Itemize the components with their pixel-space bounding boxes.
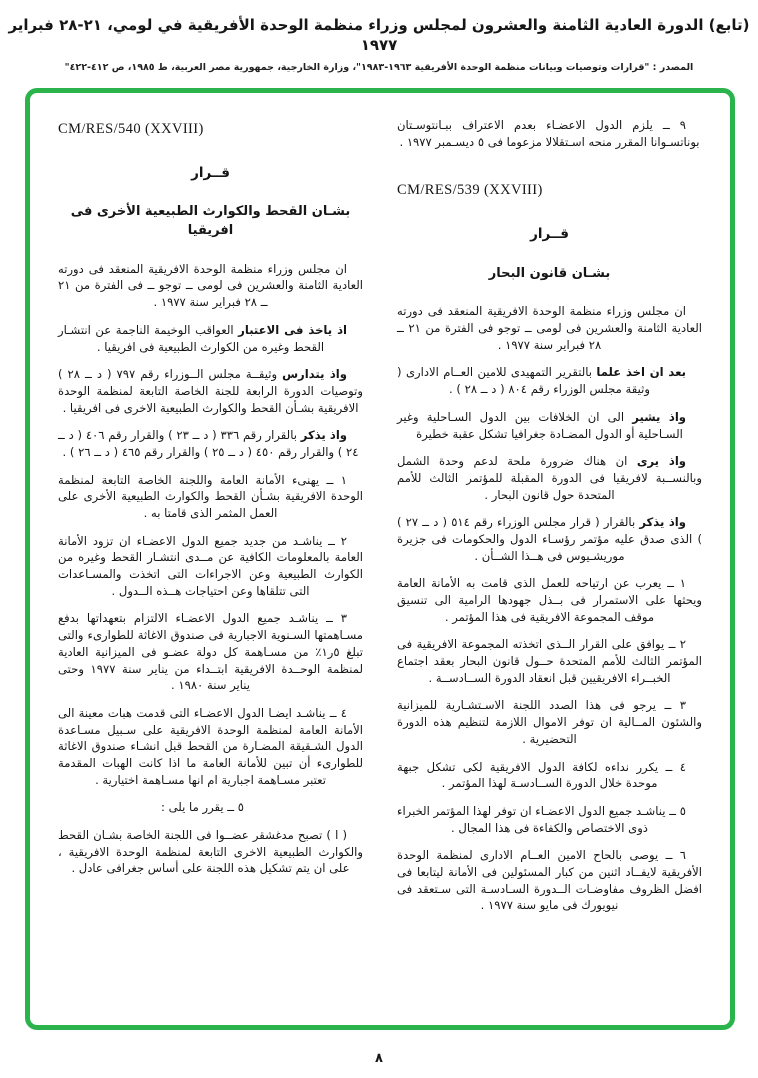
paragraph xyxy=(58,610,363,693)
paragraph-text: ٥ ــ يناشـد جميع الدول الاعضـاء ان توفر لهذا المؤتمر الخبراء ذوى الاختصاص والكفاءة فى هذا المجال . xyxy=(397,803,686,835)
paragraph-text: ٤ ــ يناشـد ايضـا الدول الاعضـاء التى قدمت هبات معينة الى الأمانة العامة لمنظمة الوحدة الافريقية على سـبيل مسـاعدة الدول الشـقيقة المضـارة من القحط قبل انشـاء صندوق الاغاثة للطوارىء أن تبين للأمانة العامة ما اذا كانت الهبات المقدمة تعتبر مسـاهمة اجبارية ام انها مسـاهمة اختيارية . xyxy=(58,705,363,787)
paragraph-text: ٤ ــ يكرر نداءه لكافة الدول الافريقية لكى تشكل جبهة موحدة خلال الدورة الســادسـة لهذا المؤتمر . xyxy=(397,759,686,791)
paragraph-text: ان مجلس وزراء منظمة الوحدة الافريقية المنعقد فى دورته العادية الثامنة والعشرين فى لومى ــ توجو فى الفترة من ٢١ ــ ٢٨ فبراير سنة ١٩٧٧ . xyxy=(397,304,702,352)
paragraph-lead: اذ ياخذ فى الاعتبار xyxy=(238,322,347,337)
paragraph-text: ٢ ــ يناشـد من جديد جميع الدول الاعضـاء ان تزود الأمانة العامة بالمعلومات الكافية عن مــدى انتشـار القحط وغيره من الكوارث الطبيعية وعن الاجراءات التى اتخذت والمسـاعدات التى تتلقاها وعن احتياجات هــذه الــدول . xyxy=(58,533,363,598)
paragraph xyxy=(397,803,702,836)
paragraph-text: ٦ ــ يوصى بالحاح الامين العــام الادارى لمنظمة الوحدة الأفريقية لايفــاد اثنين من كبار المسئولين فى الأمانة ليتابعا فى افضل الظروف مفاوضـات الــدورة السـادسـة التى سـتعقد فى نيويورك فى مايو سنة ١٩٧٧ . xyxy=(397,848,702,913)
header-source-line: المصدر : "قرارات وتوصيات وبيانات منظمة الوحدة الأفريقية ١٩٦٣-١٩٨٣"، وزارة الخارجية، جمهورية مصر العربية، ط ١٩٨٥، ص ٤١٢-٤٢٢" xyxy=(64,62,694,73)
paragraph xyxy=(397,514,702,564)
paragraph-text: العواقب الوخيمة الناجمة عن انتشـار القحط وغيره من الكوارث الطبيعية فى افريقيا . xyxy=(58,322,325,354)
paragraph-text: ١ ــ يعرب عن ارتياحه للعمل الذى قامت به الأمانة العامة ويحثها على الاستمرار فى بــذل جهودها الرامية الى تنسيق موقف المجموعة الافريقية فى هذا المؤتمر . xyxy=(397,576,702,624)
paragraph-text: ان هناك ضرورة ملحة لدعم وحدة الشمل وبالنســبة لافريقيا فى الدورة المقبلة للمؤتمر الثالث للأمم المتحدة حول قانون البحار . xyxy=(397,454,702,502)
paragraph-text: ٣ ــ يرجو فى هذا الصدد اللجنة الاسـتشـارية للميزانية والشئون المــالية ان توفر الاموال اللازمة لتنظيم هذه الدورة التحضيرية . xyxy=(397,698,702,746)
paragraph-text: الى ان الخلافات بين الدول السـاحلية وغير السـاحلية أو الدول المضـادة جغرافيا تشكل عقبة خطيرة xyxy=(397,409,683,441)
carryover-paragraph-9 xyxy=(397,117,702,150)
paragraph xyxy=(397,575,702,625)
paragraph xyxy=(397,759,702,792)
resolution-subject-law-of-sea: بشـان قانون البحار xyxy=(488,265,611,281)
paragraph xyxy=(397,453,702,503)
paragraph-lead: واذ يذكر xyxy=(300,428,347,443)
paragraph xyxy=(397,364,702,397)
two-column-layout xyxy=(58,117,702,1015)
paragraph xyxy=(397,303,702,353)
page-header xyxy=(0,0,758,73)
paragraph xyxy=(58,366,363,416)
resolution-subject-drought-disasters: بشـان القحط والكوارث الطبيعية الأخرى فى افريقيا xyxy=(70,204,351,239)
paragraph-text: بالتقرير التمهيدى للامين العــام الادارى ( وثيقة مجلس الوزراء رقم ٨٠٤ ( د ــ ٢٨ ) . xyxy=(397,365,650,397)
paragraph-text: ٢ ــ يوافق على القرار الــذى اتخذته المجموعة الافريقية فى المؤتمر الثالث للأمم المتحدة حــول قانون البحار بعقد اجتماع الخبــراء الافريقيين قبل انعقاد الدورة الســادســة . xyxy=(397,637,702,685)
paragraph-text: ان مجلس وزراء منظمة الوحدة الافريقية المنعقد فى دورته العادية الثامنة والعشرين فى لومى ــ توجو ــ فى الفترة من ٢١ ــ ٢٨ فبراير سنة ١٩٧٧ . xyxy=(58,261,363,310)
paragraph-lead: واذ يتدارس xyxy=(282,367,347,382)
paragraph-lead: بعد ان اخذ علما xyxy=(596,365,686,380)
paragraph-text: ٥ ــ يقرر ما يلى : xyxy=(161,800,244,815)
paragraph-text: بالقرار ( قرار مجلس الوزراء رقم ٥١٤ ( د ــ ٢٧ ) ) الذى صدق عليه مؤتمر رؤسـاء الدول والحكومات فى جزيرة موريشـيوس فى هــذا الشــأن . xyxy=(397,515,702,563)
paragraph-lead: واذ يرى xyxy=(636,454,686,469)
paragraph-text: ٣ ــ يناشـد جميع الدول الاعضـاء الالتزام بتعهداتها بدفع مسـاهمتها السـنوية الاجبارية فى صندوق الاغاثة للطوارىء والتى تبلغ ٥ر١٪ من مسـاهمة كل دولة عضـو فى الميزانية العادية لمنظمة الوحــدة الافريقية ابتــداء من يناير سنة ١٩٧٧ وحتى يناير سنة ١٩٨٠ . xyxy=(58,611,363,693)
left-column-resolution-540 xyxy=(58,117,363,1015)
paragraph xyxy=(58,705,363,788)
paragraph xyxy=(58,322,363,355)
paragraph xyxy=(58,799,363,816)
paragraph xyxy=(58,472,363,522)
paragraph xyxy=(397,697,702,747)
resolution-title: قــرار xyxy=(191,164,230,181)
paragraph xyxy=(397,409,702,442)
paragraph xyxy=(58,533,363,600)
paragraph-text: ١ ــ يهنىء الأمانة العامة واللجنة الخاصة التابعة لمنظمة الوحدة الافريقية بشـأن القحط والكوارث الطبيعية الأخرى على العمل المثمر الذى قامتا به . xyxy=(58,472,363,520)
paragraph xyxy=(397,847,702,914)
header-session-title: (تابع) الدورة العادية الثامنة والعشرون لمجلس وزراء منظمة الوحدة الأفريقية في لومي، ٢١-٢٨ فبراير ١٩٧٧ xyxy=(8,16,750,54)
paragraph-text: وثيقــة مجلس الــوزراء رقم ٧٩٧ ( د ــ ٢٨ ) وتوصيات الدورة الرابعة للجنة الخاصة التابعة لمنظمة الوحدة الافريقية بشـأن القحط والكوارث الطبيعية الاخرى فى افريقيا . xyxy=(58,367,363,415)
paragraph xyxy=(397,636,702,686)
carryover-text: ٩ ــ يلزم الدول الاعضـاء بعدم الاعتراف ببـانتوسـتان بوناتسـوانا المقرر منحه اسـتقلالا مزعوما فى ٥ ديسـمبر ١٩٧٧ . xyxy=(397,118,700,149)
paragraph-lead: واذ يذكر xyxy=(639,515,686,530)
doc-ref-cm-res-540: CM/RES/540 (XXVIII) xyxy=(58,121,204,137)
right-column-resolution-539 xyxy=(397,117,702,1015)
doc-ref-cm-res-539: CM/RES/539 (XXVIII) xyxy=(397,182,543,199)
page-number: ٨ xyxy=(375,1051,383,1066)
paragraph xyxy=(58,427,363,460)
paragraph xyxy=(58,261,363,311)
resolution-title: قــرار xyxy=(530,226,569,243)
paragraph xyxy=(58,827,363,877)
paragraph-text: بالقرار رقم ٣٣٦ ( د ــ ٢٣ ) والقرار رقم ٤٠٦ ( د ــ ٢٤ ) والقرار رقم ٤٥٠ ( د ــ ٢٥ ) والقرار رقم ٤٦٥ ( د ــ ٢٦ ) . xyxy=(58,428,359,459)
paragraph-lead: واذ يشير xyxy=(632,409,687,424)
paragraph-text: ( ا ) تصبح مدغشقر عضــوا فى اللجنة الخاصة بشـان القحط والكوارث الطبيعية الاخرى التابعة لمنظمة الوحدة الافريقية ، على ان يتم تشكيل هذه اللجنة على أساس جغرافى عادل . xyxy=(58,828,363,876)
green-border-frame xyxy=(25,88,735,1030)
